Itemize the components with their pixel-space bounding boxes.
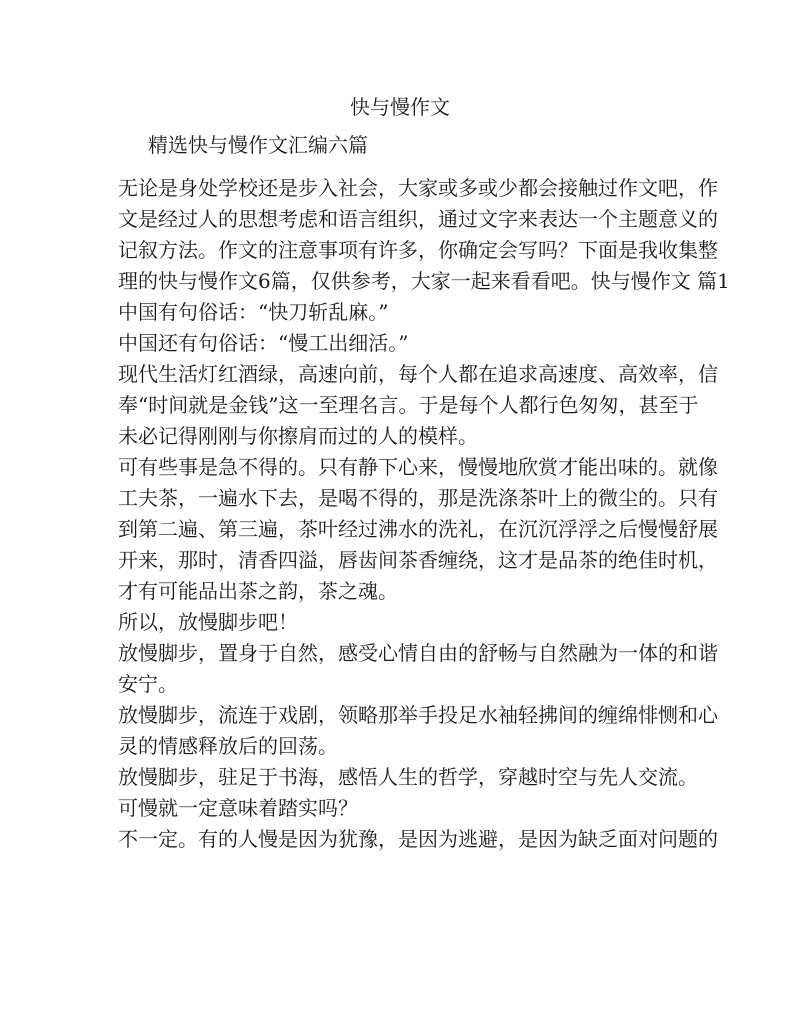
text-line: 中国有句俗话：“快刀斩乱麻。” <box>118 300 389 324</box>
text-line: 安宁。 <box>118 672 178 696</box>
text-line: 放慢脚步，流连于戏剧，领略那举手投足水袖轻拂间的缠绵悱恻和心 <box>118 703 718 727</box>
text-line: 到第二遍、第三遍，茶叶经过沸水的洗礼，在沉沉浮浮之后慢慢舒展 <box>118 517 718 541</box>
text-line: 无论是身处学校还是步入社会，大家或多或少都会接触过作文吧，作 <box>118 176 718 200</box>
text-line: 现代生活灯红酒绿，高速向前，每个人都在追求高速度、高效率，信 <box>118 362 718 386</box>
document-title: 快与慢作文 <box>350 95 450 119</box>
text-line: 未必记得刚刚与你擦肩而过的人的模样。 <box>118 424 478 448</box>
document-subtitle: 精选快与慢作文汇编六篇 <box>148 133 368 157</box>
text-line: 中国还有句俗话：“慢工出细活。” <box>118 331 409 355</box>
text-line: 灵的情感释放后的回荡。 <box>118 734 338 758</box>
text-line: 理的快与慢作文6篇，仅供参考，大家一起来看看吧。快与慢作文 篇1 <box>118 269 730 293</box>
text-line: 所以，放慢脚步吧！ <box>118 610 298 634</box>
text-line: 放慢脚步，置身于自然，感受心情自由的舒畅与自然融为一体的和谐 <box>118 641 718 665</box>
text-line: 可有些事是急不得的。只有静下心来，慢慢地欣赏才能出味的。就像 <box>118 455 718 479</box>
text-line: 记叙方法。作文的注意事项有许多，你确定会写吗？下面是我收集整 <box>118 238 718 262</box>
text-line: 才有可能品出茶之韵，茶之魂。 <box>118 579 398 603</box>
text-line: 放慢脚步，驻足于书海，感悟人生的哲学，穿越时空与先人交流。 <box>118 765 698 789</box>
text-line: 不一定。有的人慢是因为犹豫，是因为逃避，是因为缺乏面对问题的 <box>118 827 718 851</box>
text-line: 奉“时间就是金钱”这一至理名言。于是每个人都行色匆匆，甚至于 <box>118 393 699 417</box>
document-body <box>118 173 730 855</box>
text-line: 工夫茶，一遍水下去，是喝不得的，那是洗涤茶叶上的微尘的。只有 <box>118 486 718 510</box>
text-line: 可慢就一定意味着踏实吗？ <box>118 796 358 820</box>
text-line: 开来，那时，清香四溢，唇齿间茶香缠绕，这才是品茶的绝佳时机， <box>118 548 718 572</box>
text-line: 文是经过人的思想考虑和语言组织，通过文字来表达一个主题意义的 <box>118 207 718 231</box>
